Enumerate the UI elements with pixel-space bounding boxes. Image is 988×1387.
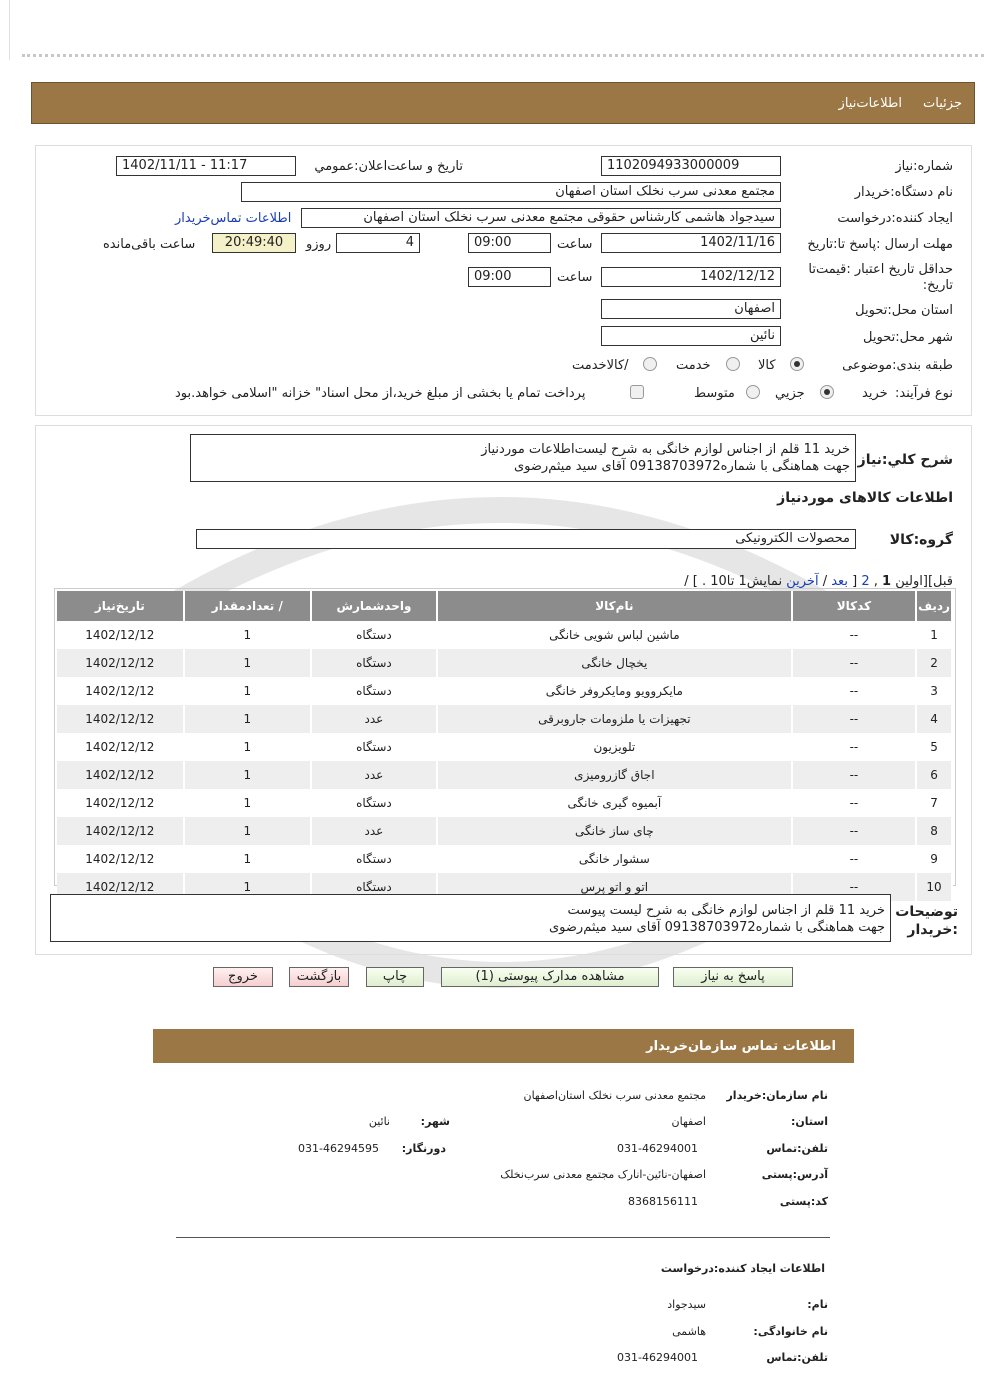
creator-name-label: نام: xyxy=(807,1298,828,1311)
need-number-field: 1102094933000009 xyxy=(601,156,781,176)
deadline-label: مهلت ارسال :پاسخ تا:تاریخ xyxy=(807,237,953,252)
col-code: کدکالا xyxy=(792,591,916,621)
item-qty: 1 xyxy=(184,789,311,817)
item-code: -- xyxy=(792,705,916,733)
item-qty: 1 xyxy=(184,621,311,649)
item-code: -- xyxy=(792,789,916,817)
creator-label: ایجاد کننده:درخواست xyxy=(837,211,953,226)
item-date: 1402/12/12 xyxy=(57,817,184,845)
address-label: آدرس:پستی xyxy=(761,1168,828,1181)
item-qty: 1 xyxy=(184,677,311,705)
process-medium-radio[interactable] xyxy=(746,385,760,399)
item-name: سشوار خانگی xyxy=(437,845,792,873)
contact-phone-label: تلفن:تماس xyxy=(766,1142,828,1155)
creator-field: سیدجواد هاشمی کارشناس حقوقی مجتمع معدنی سرب نخلک استان اصفهان xyxy=(301,208,781,228)
fax-label: دورنگار: xyxy=(401,1142,446,1155)
item-code: -- xyxy=(792,761,916,789)
table-row xyxy=(57,817,952,845)
row-number: 2 xyxy=(916,649,952,677)
item-qty: 1 xyxy=(184,873,311,901)
item-name: مایکروویو ومایکروفر خانگی xyxy=(437,677,792,705)
contact-province-value: اصفهان xyxy=(671,1115,706,1128)
item-date: 1402/12/12 xyxy=(57,677,184,705)
item-name: اتو و اتو پرس xyxy=(437,873,792,901)
item-code: -- xyxy=(792,677,916,705)
postal-code-value: 8368156111 xyxy=(628,1195,698,1208)
row-number: 10 xyxy=(916,873,952,901)
row-number: 4 xyxy=(916,705,952,733)
reply-button[interactable]: پاسخ به نیاز xyxy=(673,967,793,987)
item-date: 1402/12/12 xyxy=(57,621,184,649)
item-unit: دستگاه xyxy=(311,733,437,761)
buyer-field: مجتمع معدنی سرب نخلک استان اصفهان xyxy=(241,182,781,202)
pager-page-2[interactable]: 2 xyxy=(861,574,870,589)
view-documents-button[interactable]: مشاهده مدارک پیوستی (1) xyxy=(441,967,659,987)
item-name: تجهیزات یا ملزومات جاروبرقی xyxy=(437,705,792,733)
table-row xyxy=(57,789,952,817)
buyer-contact-title: اطلاعات تماس سازمان‌خریدار xyxy=(646,1039,836,1054)
category-label: طبقه بندی:موضوعی xyxy=(842,358,953,373)
category-goods-label: کالا xyxy=(758,358,776,373)
item-name: یخچال خانگی xyxy=(437,649,792,677)
item-date: 1402/12/12 xyxy=(57,873,184,901)
table-row xyxy=(57,845,952,873)
pager-page-1: 1 xyxy=(882,574,892,589)
general-desc-line-1: خرید 11 قلم از اجناس لوازم خانگی به شرح لیست‌اطلاعات موردنیاز xyxy=(481,442,850,457)
category-goods-radio[interactable] xyxy=(790,357,804,371)
category-both-label: /کالاخدمت xyxy=(572,358,629,373)
deadline-hour-label: ساعت xyxy=(557,237,593,252)
process-partial-label: جزيي xyxy=(775,386,805,401)
general-desc-field xyxy=(190,434,856,482)
contact-city-label: شهر: xyxy=(420,1115,450,1128)
item-name: تلویزیون xyxy=(437,733,792,761)
table-row xyxy=(57,733,952,761)
creator-family-value: هاشمی xyxy=(672,1325,706,1338)
table-row xyxy=(57,621,952,649)
item-date: 1402/12/12 xyxy=(57,733,184,761)
buyer-notes-label-1: توضیحات xyxy=(895,904,958,920)
table-row xyxy=(57,705,952,733)
process-partial-radio[interactable] xyxy=(820,385,834,399)
general-desc-line-2: جهت هماهنگی با شماره09138703972 آقای سید میثم‌رضوی xyxy=(513,459,850,474)
city-field: نائین xyxy=(601,326,781,346)
city-label: شهر محل:تحویل xyxy=(863,330,953,345)
table-header-row xyxy=(57,591,952,621)
treasury-payment-checkbox[interactable] xyxy=(630,385,644,399)
page-header-bar xyxy=(31,82,975,124)
item-date: 1402/12/12 xyxy=(57,705,184,733)
tab-need-info[interactable]: اطلاعات‌نياز xyxy=(838,96,902,111)
remaining-time-field: 20:49:40 xyxy=(212,233,296,253)
back-button[interactable]: بازگشت xyxy=(289,967,349,987)
pager-sep: / xyxy=(822,574,828,589)
col-unit: واحدشمارش xyxy=(311,591,437,621)
buyer-notes-field xyxy=(50,894,891,942)
item-unit: دستگاه xyxy=(311,649,437,677)
item-qty: 1 xyxy=(184,649,311,677)
row-number: 1 xyxy=(916,621,952,649)
tab-details[interactable]: جزئيات xyxy=(923,96,962,111)
item-name: ماشین لباس شویی خانگی xyxy=(437,621,792,649)
buyer-notes-label-2: :خریدار xyxy=(907,922,958,938)
item-unit: دستگاه xyxy=(311,789,437,817)
category-service-label: خدمت xyxy=(676,358,711,373)
contact-divider xyxy=(176,1237,830,1238)
announce-field: 1402/11/11 - 11:17 xyxy=(116,156,296,176)
item-name: اجاق گازرومیزی xyxy=(437,761,792,789)
pager-next[interactable]: بعد xyxy=(831,574,848,589)
print-button[interactable]: چاپ xyxy=(366,967,424,987)
item-date: 1402/12/12 xyxy=(57,845,184,873)
category-service-radio[interactable] xyxy=(726,357,740,371)
contact-province-label: استان: xyxy=(791,1115,828,1128)
validity-time-field: 09:00 xyxy=(468,267,551,287)
buyer-notes-line-1: خرید 11 قلم از اجناس لوازم خانگی به شرح لیست پیوست xyxy=(567,903,885,918)
item-unit: دستگاه xyxy=(311,845,437,873)
item-unit: عدد xyxy=(311,761,437,789)
creator-phone-value: 031-46294001 xyxy=(617,1351,698,1364)
item-unit: عدد xyxy=(311,705,437,733)
buyer-notes-line-2: جهت هماهنگی با شماره09138703972 آقای سید میثم‌رضوی xyxy=(548,920,885,935)
goods-group-field: محصولات الکترونیکی xyxy=(196,529,856,549)
item-code: -- xyxy=(792,873,916,901)
days-field: 4 xyxy=(336,233,420,253)
col-name: نام‌کالا xyxy=(437,591,792,621)
pager-first-prev[interactable]: / قبل][اولین xyxy=(684,574,953,589)
general-desc-label: شرح کلي:نياز xyxy=(857,452,953,468)
pager-range: نمایش1 تا10 . ] xyxy=(692,574,783,589)
table-row xyxy=(57,677,952,705)
goods-info-title: اطلاعات کالاهای موردنیاز xyxy=(777,490,953,506)
item-name: آبمیوه گیری خانگی xyxy=(437,789,792,817)
item-date: 1402/12/12 xyxy=(57,789,184,817)
items-table xyxy=(57,591,953,901)
col-date: تاریخ‌نیاز xyxy=(57,591,184,621)
item-unit: دستگاه xyxy=(311,677,437,705)
item-date: 1402/12/12 xyxy=(57,649,184,677)
buyer-contact-link[interactable]: اطلاعات تماس‌خریدار xyxy=(175,211,292,226)
row-number: 7 xyxy=(916,789,952,817)
pager-comma: , xyxy=(873,574,878,589)
item-code: -- xyxy=(792,817,916,845)
item-qty: 1 xyxy=(184,705,311,733)
category-both-radio[interactable] xyxy=(643,357,657,371)
org-value: مجتمع معدنی سرب نخلک استان‌اصفهان xyxy=(523,1089,706,1102)
process-label: نوع فرآیند: xyxy=(895,386,953,401)
validity-hour-label: ساعت xyxy=(557,270,593,285)
col-row: ردیف xyxy=(916,591,952,621)
item-qty: 1 xyxy=(184,817,311,845)
buyer-notes-label xyxy=(895,903,958,939)
deadline-time-field: 09:00 xyxy=(468,233,551,253)
fax-value: 031-46294595 xyxy=(298,1142,379,1155)
remaining-label: ساعت باقی‌مانده xyxy=(103,237,196,252)
buyer-label: نام دستگاه:خریدار xyxy=(854,185,953,200)
item-qty: 1 xyxy=(184,761,311,789)
item-qty: 1 xyxy=(184,845,311,873)
process-medium-label: متوسط xyxy=(694,386,735,401)
item-qty: 1 xyxy=(184,733,311,761)
postal-code-label: کد:پستی xyxy=(779,1195,828,1208)
buyer-contact-header xyxy=(153,1029,854,1063)
days-label: روزو xyxy=(306,237,332,252)
item-unit: دستگاه xyxy=(311,621,437,649)
row-number: 5 xyxy=(916,733,952,761)
item-code: -- xyxy=(792,733,916,761)
creator-info-title: اطلاعات ایجاد کننده:درخواست xyxy=(660,1262,825,1275)
item-name: چای ساز خانگی xyxy=(437,817,792,845)
creator-family-label: نام خانوادگی: xyxy=(753,1325,828,1338)
address-value: اصفهان-نائین-انارک مجتمع معدنی سرب‌نخلک xyxy=(500,1168,706,1181)
col-qty: / تعدادمقدار xyxy=(184,591,311,621)
item-code: -- xyxy=(792,649,916,677)
row-number: 3 xyxy=(916,677,952,705)
item-code: -- xyxy=(792,621,916,649)
province-label: استان محل:تحویل xyxy=(855,303,953,318)
item-unit: دستگاه xyxy=(311,873,437,901)
row-number: 9 xyxy=(916,845,952,873)
deadline-date-field: 1402/11/16 xyxy=(601,233,781,253)
announce-label: تاريخ و ساعت‌اعلان:عمومي xyxy=(314,159,463,174)
validity-label: حداقل تاریخ اعتبار :قیمت‌تا تاریخ: xyxy=(808,262,953,293)
table-row xyxy=(57,761,952,789)
pager xyxy=(684,574,953,589)
process-buy-label: خرید xyxy=(862,386,888,401)
exit-button[interactable]: خروج xyxy=(213,967,273,987)
province-field: اصفهان xyxy=(601,299,781,319)
creator-phone-label: تلفن:تماس xyxy=(766,1351,828,1364)
treasury-payment-note: پرداخت تمام يا بخشی از مبلغ خريد،از محل اسناد" خزانه "اسلامی خواهد.بود xyxy=(175,386,586,401)
goods-group-label: گروه:کالا xyxy=(889,532,953,548)
item-code: -- xyxy=(792,845,916,873)
need-number-label: شماره:نیاز xyxy=(895,159,953,174)
row-number: 6 xyxy=(916,761,952,789)
item-date: 1402/12/12 xyxy=(57,761,184,789)
item-unit: عدد xyxy=(311,817,437,845)
table-row xyxy=(57,649,952,677)
row-number: 8 xyxy=(916,817,952,845)
org-label: نام سازمان:خریدار xyxy=(726,1089,828,1102)
contact-phone-value: 031-46294001 xyxy=(617,1142,698,1155)
creator-name-value: سیدجواد xyxy=(667,1298,706,1311)
pager-last[interactable]: آخرین xyxy=(786,574,819,589)
contact-city-value: نائین xyxy=(368,1115,390,1128)
pager-bracket: [ xyxy=(852,574,858,589)
validity-date-field: 1402/12/12 xyxy=(601,267,781,287)
